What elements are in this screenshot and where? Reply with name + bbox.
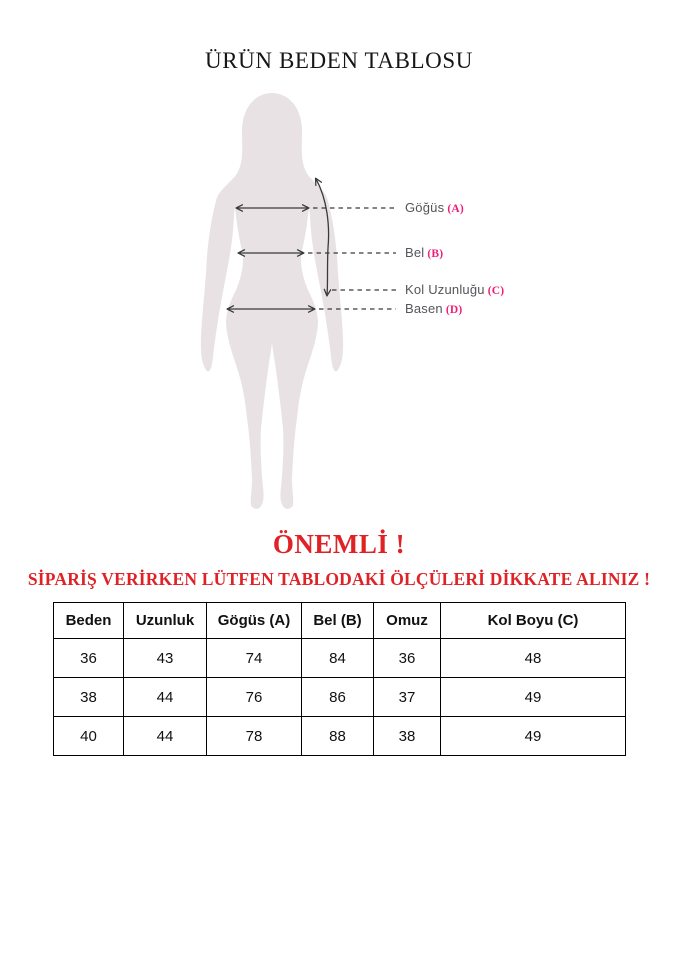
important-heading: ÖNEMLİ ! — [272, 529, 406, 559]
order-warning-text: SİPARİŞ VERİRKEN LÜTFEN TABLODAKİ ÖLÇÜLERİ DİKKATE ALINIZ ! — [27, 569, 651, 589]
label-chest-marker: (A) — [447, 203, 464, 215]
header-gogus: Gögüs (A) — [207, 603, 302, 639]
cell: 48 — [441, 639, 626, 678]
header-beden: Beden — [54, 603, 124, 639]
table-row — [54, 717, 626, 756]
cell: 49 — [441, 717, 626, 756]
label-chest — [405, 201, 464, 215]
cell: 44 — [124, 717, 207, 756]
cell: 36 — [54, 639, 124, 678]
label-waist — [405, 246, 443, 260]
cell: 40 — [54, 717, 124, 756]
cell: 38 — [374, 717, 441, 756]
cell: 84 — [302, 639, 374, 678]
female-silhouette — [201, 93, 343, 509]
label-arm-length-marker: (C) — [487, 285, 505, 297]
header-bel: Bel (B) — [302, 603, 374, 639]
table-row — [54, 639, 626, 678]
label-arm-length — [405, 283, 504, 297]
cell: 74 — [207, 639, 302, 678]
label-arm-length-text: Kol Uzunluğu — [405, 282, 485, 297]
label-hip-text: Basen — [405, 301, 443, 316]
cell: 78 — [207, 717, 302, 756]
label-waist-text: Bel — [405, 245, 425, 260]
cell: 49 — [441, 678, 626, 717]
label-hip — [405, 302, 462, 316]
table-row — [54, 678, 626, 717]
cell: 43 — [124, 639, 207, 678]
header-omuz: Omuz — [374, 603, 441, 639]
label-waist-marker: (B) — [427, 248, 444, 260]
cell: 88 — [302, 717, 374, 756]
cell: 37 — [374, 678, 441, 717]
cell: 36 — [374, 639, 441, 678]
label-chest-text: Göğüs — [405, 200, 445, 215]
cell: 86 — [302, 678, 374, 717]
cell: 76 — [207, 678, 302, 717]
page-title: ÜRÜN BEDEN TABLOSU — [205, 48, 473, 73]
size-table — [53, 602, 626, 756]
header-uzunluk: Uzunluk — [124, 603, 207, 639]
cell: 44 — [124, 678, 207, 717]
label-hip-marker: (D) — [445, 304, 463, 316]
female-silhouette-diagram — [180, 85, 400, 515]
size-table-header-row — [54, 603, 626, 639]
header-kol-boyu: Kol Boyu (C) — [441, 603, 626, 639]
cell: 38 — [54, 678, 124, 717]
